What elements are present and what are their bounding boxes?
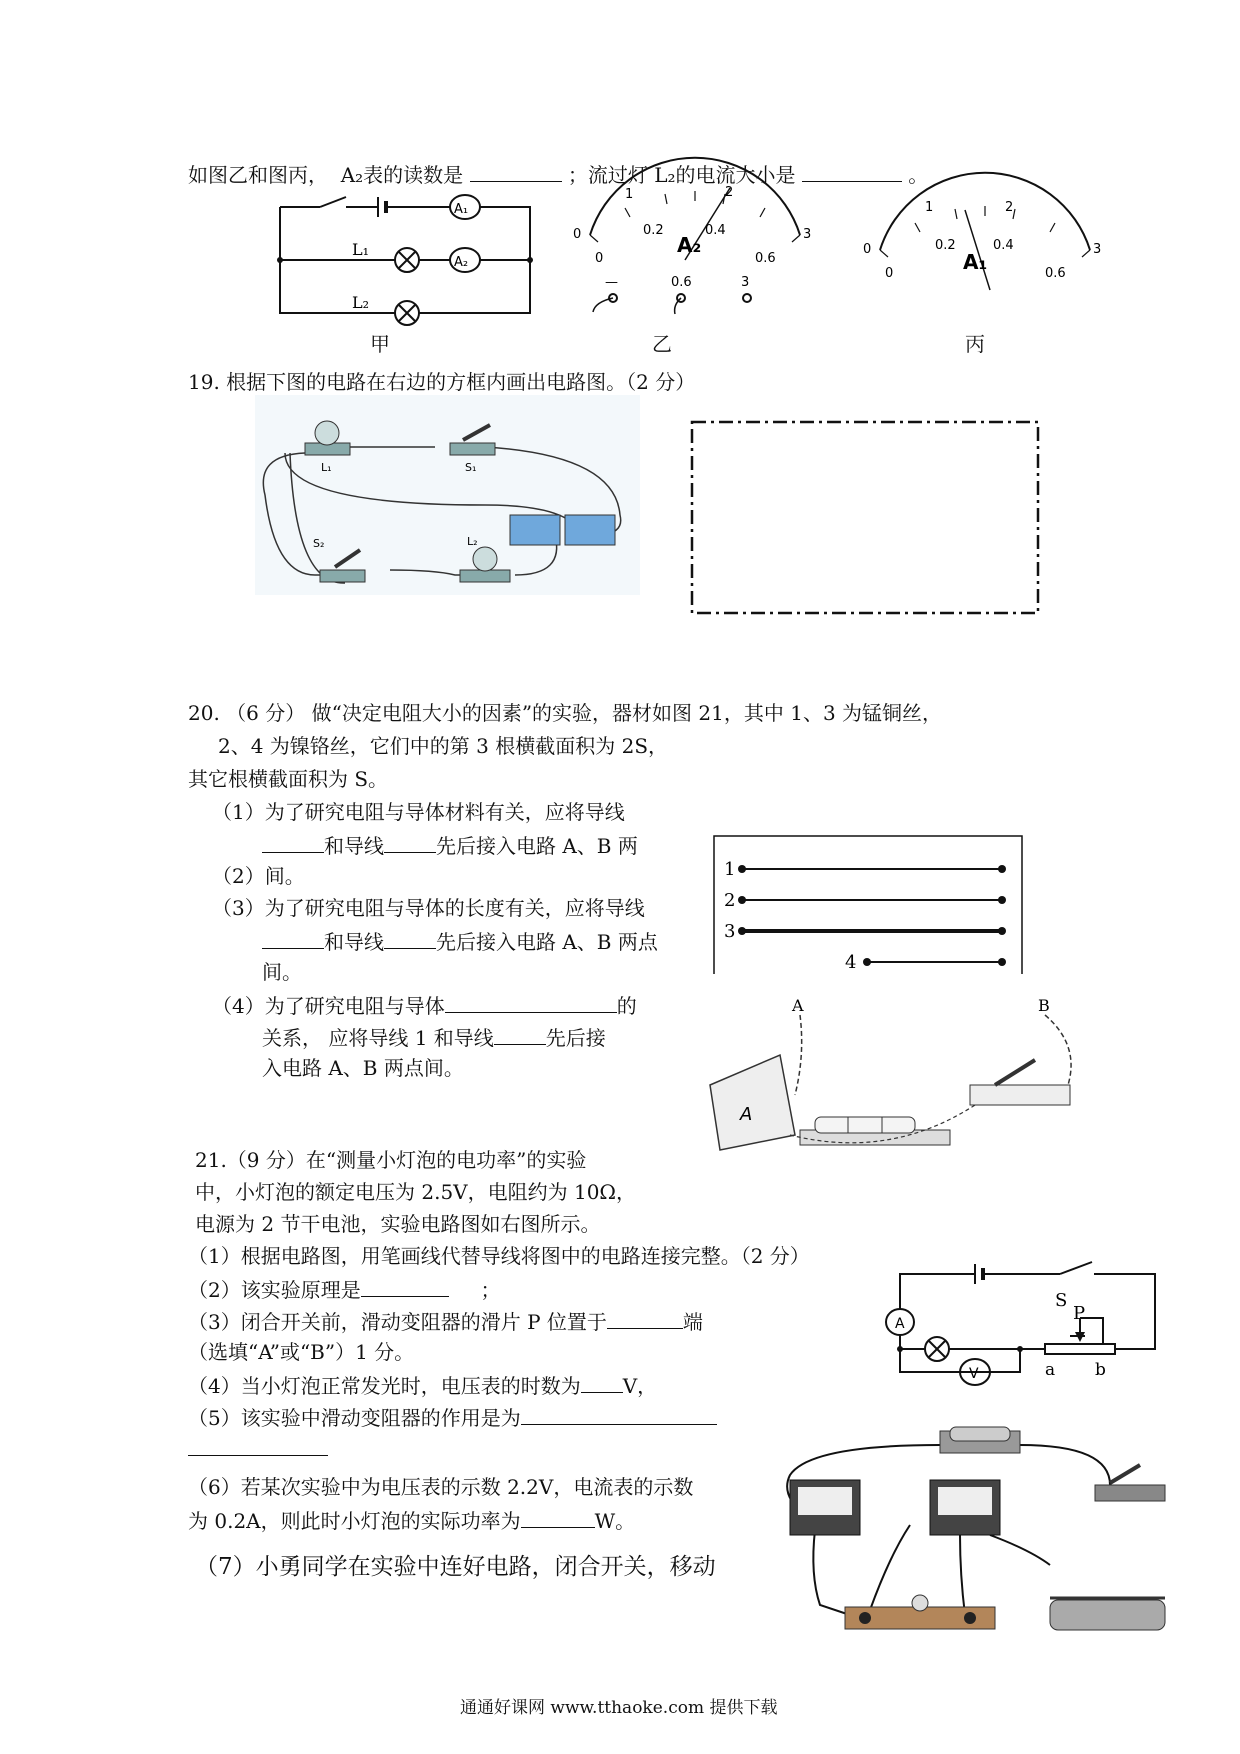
q21-label-V: V [969,1366,979,1382]
q20-sub3-b: 和导线 先后接入电路 A、B 两点 [262,930,658,952]
apparatus-label-B: B [1038,996,1050,1015]
q20-sub1-a: （1）为了研究电阻与导体材料有关，应将导线 [212,800,625,824]
bing-tick-bot-0: 0 [885,266,894,281]
q21-sub3: （3）闭合开关前，滑动变阻器的滑片 P 位置于 端 [188,1310,703,1334]
q21-blank-5-continued[interactable] [188,1455,328,1456]
wire-label-3: 3 [724,921,736,942]
q20-sub2: （2）间。 [212,864,305,888]
apparatus-label-A: A [792,996,804,1015]
bing-tick-bot-2: 0.4 [993,238,1014,253]
q18-blank-a2[interactable] [470,163,562,182]
yi-tick-bot-0: 0 [595,251,604,266]
yi-tick-bot-3: 0.6 [755,251,776,266]
yi-tick-top-3: 3 [803,227,812,242]
q20-intro-3: 其它根横截面积为 S。 [188,767,389,791]
q21-label-P: P [1073,1303,1086,1324]
fig-label-bing: 丙 [965,332,985,356]
jia-label-L2: L₂ [352,293,370,312]
q20-blank-3a[interactable] [262,930,324,949]
yi-terminal-neg: — [605,275,618,290]
q19-label-L1: L₁ [321,461,332,474]
q21-intro-3: 电源为 2 节干电池，实验电路图如右图所示。 [195,1212,601,1236]
q20-sub1-b: 和导线 先后接入电路 A、B 两 [262,834,638,856]
q21-circuit-diagram [880,1262,1170,1412]
q19-question: 19. 根据下图的电路在右边的方框内画出电路图。（2 分） [188,370,696,394]
q19-physical-circuit [255,395,640,595]
q18-line: 如图乙和图丙， A₂表的读数是 ；流过灯 L₂的电流大小是 。 [188,163,929,187]
q20-intro-1: 20. （6 分） 做“决定电阻大小的因素”的实验，器材如图 21，其中 1、3 为锰铜丝， [188,701,943,725]
q18-circuit-jia [270,195,550,325]
q21-sub6-b: 为 0.2A，则此时小灯泡的实际功率为 W。 [188,1509,636,1533]
q21-intro-1: 21.（9 分）在“测量小灯泡的电功率”的实验 [195,1148,587,1172]
q21-label-A: A [895,1316,905,1332]
q21-label-a: a [1045,1360,1056,1380]
q21-blank-2[interactable] [361,1278,449,1297]
q20-sub4-b: 关系， 应将导线 1 和导线 先后接 [262,1026,606,1050]
q19-label-S2: S₂ [313,537,325,550]
q21-sub3-b: （选填“A”或“B”）1 分。 [188,1340,415,1364]
q21-blank-3[interactable] [607,1310,683,1329]
q20-wire-figure [712,834,1024,974]
yi-tick-bot-1: 0.2 [643,223,664,238]
q21-sub4: （4）当小灯泡正常发光时，电压表的时数为 V， [188,1374,658,1398]
q18-meter-bing [855,195,1115,295]
q21-label-S: S [1055,1290,1068,1311]
jia-label-A2: A₂ [454,255,469,270]
q19-answer-box[interactable] [690,420,1040,615]
bing-tick-bot-3: 0.6 [1045,266,1066,281]
q21-blank-5[interactable] [521,1406,717,1425]
fig-label-yi: 乙 [652,332,672,356]
yi-tick-top-2: 2 [725,185,734,200]
wire-label-2: 2 [724,890,736,911]
q21-sub6-a: （6）若某次实验中为电压表的示数 2.2V，电流表的示数 [188,1475,694,1499]
bing-meter-label: A₁ [963,250,988,274]
q20-intro-2: 2、4 为镍铬丝，它们中的第 3 根横截面积为 2S， [218,734,669,758]
q20-sub4-a: （4）为了研究电阻与导体 的 [212,994,637,1018]
q21-sub1: （1）根据电路图，用笔画线代替导线将图中的电路连接完整。（2 分） [188,1244,810,1268]
bing-tick-top-3: 3 [1093,242,1102,257]
bing-tick-bot-1: 0.2 [935,238,956,253]
yi-terminal-06: 0.6 [671,275,692,290]
q19-label-S1: S₁ [465,461,477,474]
jia-label-A1: A₁ [454,202,469,217]
q21-blank-6[interactable] [521,1509,595,1528]
bing-tick-top-1: 1 [925,200,934,215]
q20-blank-4b[interactable] [494,1026,546,1045]
yi-meter-label: A₂ [677,233,702,257]
yi-terminal-3: 3 [741,275,750,290]
q19-label-L2: L₂ [467,535,478,548]
wire-label-1: 1 [724,859,736,880]
bing-tick-top-2: 2 [1005,200,1014,215]
q21-intro-2: 中，小灯泡的额定电压为 2.5V，电阻约为 10Ω， [195,1180,636,1204]
fig-label-jia: 甲 [370,332,390,356]
q20-sub3-c: 间。 [262,960,302,984]
bing-tick-top-0: 0 [863,242,872,257]
q20-blank-1a[interactable] [262,834,324,853]
yi-tick-top-0: 0 [573,227,582,242]
apparatus-ammeter-label: A [740,1104,753,1125]
page-footer: 通通好课网 www.tthaoke.com 提供下载 [460,1698,778,1718]
q21-sub2: （2）该实验原理是 ； [188,1278,501,1302]
yi-tick-bot-2: 0.4 [705,223,726,238]
q20-sub4-c: 入电路 A、B 两点间。 [262,1056,464,1080]
q21-apparatus [760,1425,1180,1645]
q20-apparatus [690,995,1090,1170]
q18-meter-yi [565,180,825,310]
q20-blank-3b[interactable] [384,930,436,949]
wire-label-4: 4 [845,952,857,973]
yi-tick-top-1: 1 [625,187,634,202]
q21-blank-4[interactable] [581,1374,623,1393]
q21-label-b: b [1095,1360,1106,1380]
q21-sub7: （7）小勇同学在实验中连好电路，闭合开关，移动 [195,1554,716,1580]
jia-label-L1: L₁ [352,240,370,259]
q21-sub5: （5）该实验中滑动变阻器的作用是为 [188,1406,717,1428]
q20-blank-1b[interactable] [384,834,436,853]
q20-sub3-a: （3）为了研究电阻与导体的长度有关，应将导线 [212,896,645,920]
q20-blank-4a[interactable] [445,994,617,1013]
